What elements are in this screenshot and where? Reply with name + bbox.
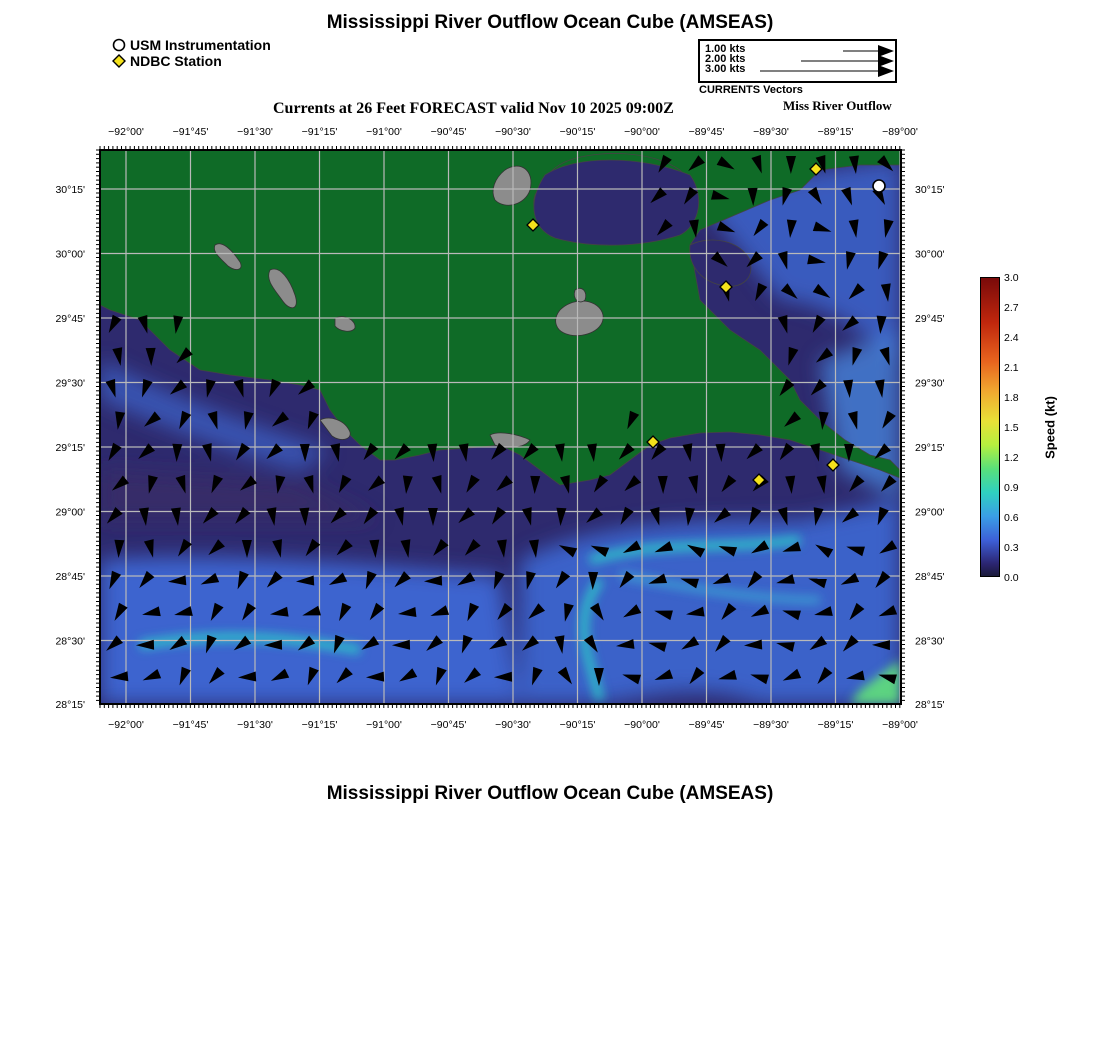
colorbar-tick: 2.4	[1004, 332, 1019, 344]
colorbar-tick: 1.8	[1004, 392, 1019, 404]
colorbar-tick: 0.3	[1004, 542, 1019, 554]
lon-tick-label: −89°00'	[882, 719, 918, 731]
lon-tick-label: −90°00'	[624, 719, 660, 731]
lake-pontchartrain	[534, 160, 699, 245]
lon-tick-label: −90°30'	[495, 126, 531, 138]
lon-tick-label: −89°45'	[688, 126, 725, 138]
lat-ticks-right	[915, 184, 945, 711]
lon-tick-label: −90°00'	[624, 126, 660, 138]
colorbar-tick: 0.0	[1004, 572, 1019, 584]
lon-tick-label: −90°15'	[559, 126, 596, 138]
colorbar-tick: 1.5	[1004, 422, 1019, 434]
colorbar-tick: 2.7	[1004, 302, 1019, 314]
lat-tick-label: 29°45'	[55, 313, 85, 325]
lat-tick-label: 29°15'	[55, 442, 85, 454]
lat-tick-label: 30°00'	[55, 248, 85, 261]
lon-tick-label: −91°45'	[172, 719, 209, 731]
lat-ticks-left	[55, 184, 85, 711]
region-label: Miss River Outflow	[783, 98, 892, 113]
lat-tick-label: 30°15'	[55, 184, 85, 196]
vector-legend-item: 3.00 kts	[705, 63, 746, 75]
lat-tick-label: 28°15'	[915, 699, 945, 711]
page-title: Mississippi River Outflow Ocean Cube (AMSEAS)	[326, 12, 774, 33]
lon-tick-label: −90°15'	[559, 719, 596, 731]
lon-tick-label: −89°30'	[753, 126, 789, 138]
lat-tick-label: 29°00'	[915, 506, 945, 519]
lon-tick-label: −91°30'	[237, 719, 273, 731]
colorbar-tick: 0.6	[1004, 512, 1019, 524]
lon-tick-label: −91°00'	[366, 126, 402, 138]
colorbar-label: Speed (kt)	[1042, 396, 1058, 459]
lat-tick-label: 29°30'	[915, 377, 945, 390]
lon-tick-label: −90°30'	[495, 719, 531, 731]
usm-legend-label: USM Instrumentation	[130, 37, 271, 53]
lat-tick-label: 28°30'	[55, 635, 85, 648]
lon-tick-label: −91°00'	[366, 719, 402, 731]
lat-tick-label: 29°30'	[55, 377, 85, 390]
lat-tick-label: 30°00'	[915, 248, 945, 261]
lon-tick-label: −89°45'	[688, 719, 725, 731]
ndbc-legend-label: NDBC Station	[130, 53, 222, 69]
colorbar-ticks	[1004, 272, 1044, 592]
lat-tick-label: 29°00'	[55, 506, 85, 519]
lon-tick-label: −92°00'	[108, 126, 144, 138]
lat-tick-label: 28°45'	[915, 571, 945, 583]
lon-ticks-bottom	[108, 719, 918, 731]
lat-tick-label: 30°15'	[915, 184, 945, 196]
lon-tick-label: −89°15'	[817, 719, 854, 731]
lon-tick-label: −91°15'	[301, 126, 338, 138]
vector-legend-item: 2.00 kts	[705, 53, 746, 65]
lat-tick-label: 28°45'	[55, 571, 85, 583]
footer-title: Mississippi River Outflow Ocean Cube (AMSEAS)	[326, 783, 774, 804]
lon-tick-label: −90°45'	[430, 719, 467, 731]
lon-tick-label: −90°45'	[430, 126, 467, 138]
lat-tick-label: 29°15'	[915, 442, 945, 454]
lon-tick-label: −92°00'	[108, 719, 144, 731]
colorbar	[980, 277, 1000, 577]
lon-tick-label: −91°45'	[172, 126, 209, 138]
map-subtitle: Currents at 26 Feet FORECAST valid Nov 10 2025 09:00Z	[273, 100, 674, 117]
colorbar-tick: 0.9	[1004, 482, 1019, 494]
lon-tick-label: −91°30'	[237, 126, 273, 138]
vector-legend-item: 1.00 kts	[705, 43, 746, 55]
lon-tick-label: −89°15'	[817, 126, 854, 138]
colorbar-tick: 2.1	[1004, 362, 1019, 374]
lon-ticks-top	[108, 126, 918, 138]
lon-tick-label: −89°00'	[882, 126, 918, 138]
vector-legend-caption: CURRENTS Vectors	[699, 84, 803, 96]
lon-tick-label: −89°30'	[753, 719, 789, 731]
colorbar-tick: 3.0	[1004, 272, 1019, 284]
lat-tick-label: 28°30'	[915, 635, 945, 648]
colorbar-tick: 1.2	[1004, 452, 1019, 464]
lat-tick-label: 29°45'	[915, 313, 945, 325]
lat-tick-label: 28°15'	[55, 699, 85, 711]
usm-station-marker	[873, 180, 885, 192]
lon-tick-label: −91°15'	[301, 719, 338, 731]
